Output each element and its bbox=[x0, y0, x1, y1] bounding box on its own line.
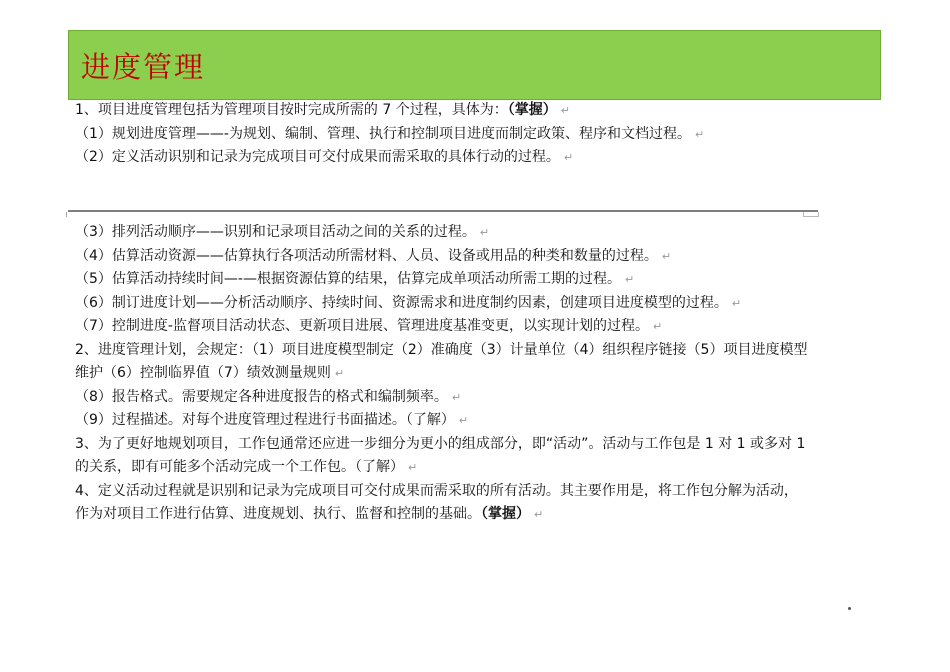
paragraph: （8）报告格式。需要规定各种进度报告的格式和编制频率。 ↵ bbox=[75, 388, 462, 405]
stray-dot bbox=[848, 607, 851, 610]
paragraph: 2、进度管理计划，会规定：（1）项目进度模型制定（2）准确度（3）计量单位（4）组织程序链接（5）项目进度模型维护（6）控制临界值（7）绩效测量规则 ↵ bbox=[75, 341, 808, 381]
title-banner bbox=[68, 30, 881, 100]
page-divider bbox=[68, 210, 818, 212]
divider-corner-left bbox=[66, 212, 72, 217]
paragraph: （1）规划进度管理——-为规划、编制、管理、执行和控制项目进度而制定政策、程序和文档过程。 ↵ bbox=[75, 125, 705, 142]
paragraph: （3）排列活动顺序——识别和记录项目活动之间的关系的过程。 ↵ bbox=[75, 224, 490, 240]
divider-corner-right bbox=[803, 212, 819, 217]
paragraph: （4）估算活动资源——估算执行各项活动所需材料、人员、设备或用品的种类和数量的过程。 ↵ bbox=[75, 247, 672, 264]
section-top bbox=[75, 99, 810, 170]
paragraph: 4、定义活动过程就是识别和记录为完成项目可交付成果而需采取的所有活动。其主要作用是，将工作包分解为活动，作为对项目工作进行估算、进度规划、执行、监督和控制的基础。（掌握） ↵ bbox=[75, 482, 798, 522]
paragraph: 3、为了更好地规划项目，工作包通常还应进一步细分为更小的组成部分，即“活动”。活动与工作包是 1 对 1 或多对 1 的关系，即有可能多个活动完成一个工作包。（了解） ↵ bbox=[75, 435, 806, 475]
paragraph: （9）过程描述。对每个进度管理过程进行书面描述。（了解） ↵ bbox=[75, 412, 469, 428]
paragraph: （6）制订进度计划——分析活动顺序、持续时间、资源需求和进度制约因素，创建项目进度模型的过程。 ↵ bbox=[75, 294, 742, 311]
section-bottom bbox=[75, 221, 810, 527]
page-title: 进度管理 bbox=[81, 50, 206, 84]
paragraph: 1、项目进度管理包括为管理项目按时完成所需的 7 个过程，具体为：（掌握） ↵ bbox=[75, 102, 570, 118]
paragraph: （5）估算活动持续时间—-—根据资源估算的结果，估算完成单项活动所需工期的过程。 ↵ bbox=[75, 271, 635, 287]
paragraph: （2）定义活动识别和记录为完成项目可交付成果而需采取的具体行动的过程。 ↵ bbox=[75, 149, 574, 165]
paragraph: （7）控制进度-监督项目活动状态、更新项目进展、管理进度基准变更，以实现计划的过程。 ↵ bbox=[75, 318, 663, 334]
